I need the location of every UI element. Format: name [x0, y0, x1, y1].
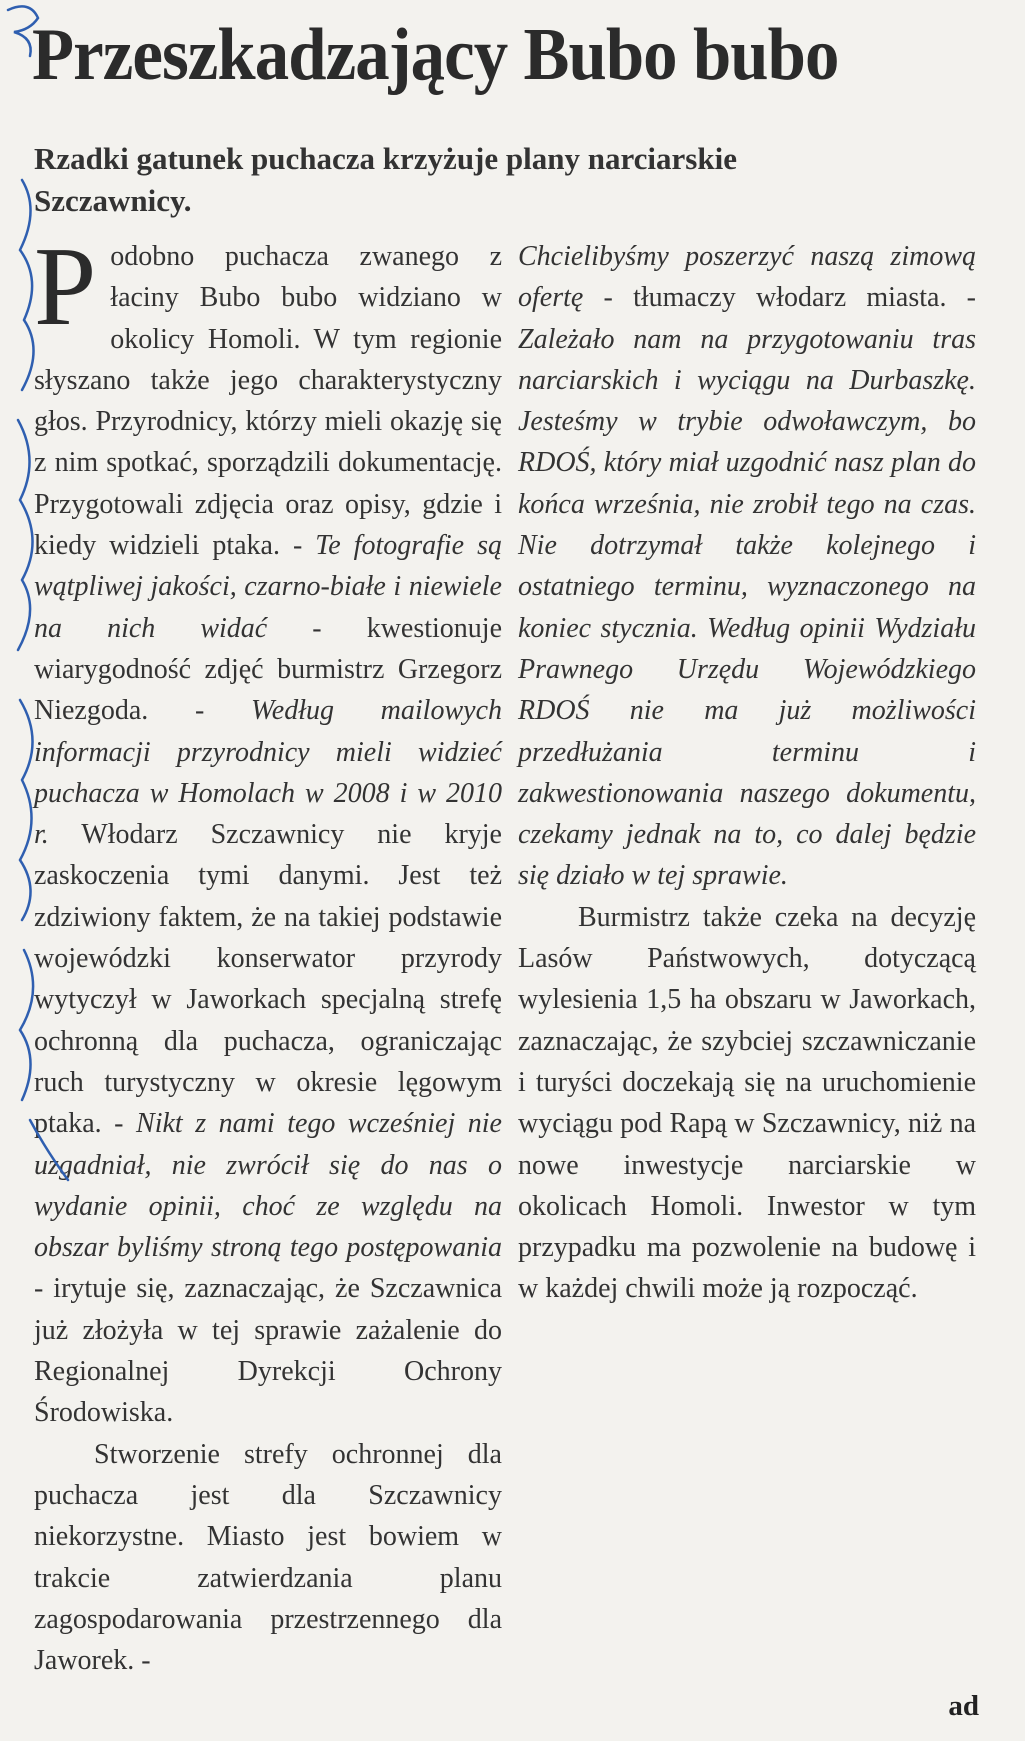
- paragraph-1: [34, 225, 503, 1434]
- text-run: odobno puchacza zwanego z łaciny Bubo bubo widziano w okolicy Homoli. W tym regionie słyszano także jego charakterystyczny głos. Przyrodnicy, którzy mieli okazję się z nim spotkać, sporządzili dokumentację. Przygotowali zdjęcia oraz opisy, gdzie i kiedy widzieli ptaka. -: [34, 241, 502, 562]
- author-signature: ad: [948, 1690, 979, 1722]
- text-run: - irytuje się, zaznaczając, że Szczawnica już złożyła w tej sprawie zażalenie do Regionalnej Dyrekcji Ochrony Środowiska.: [34, 1273, 502, 1429]
- quote-run: Nikt z nami tego wcześniej nie uzgadniał, nie zwrócił się do nas o wydanie opinii, choć ze względu na obszar byliśmy stroną tego postępowania: [34, 1108, 502, 1264]
- article-headline: Przeszkadzający Bubo bubo: [32, 14, 839, 96]
- quote-run: Według mailowych informacji przyrodnicy mieli widzieć puchacza w Homolach w 2008 i w 2010 r.: [34, 695, 502, 851]
- text-run: Stworzenie strefy ochronnej dla puchacza jest dla Szczawnicy niekorzystne. Miasto jest bowiem w trakcie zatwierdzania planu zagospodarowania przestrzennego dla Jaworek. -: [34, 1438, 502, 1677]
- article-column-1: [34, 225, 503, 1681]
- quote-run: Zależało nam na przygotowaniu tras narciarskich i wyciągu na Durbaszkę. Jesteśmy w trybie odwoławczym, bo RDOŚ, który miał uzgodnić nasz plan do końca września, nie zrobił tego na czas. Nie dotrzymał także kolejnego i ostatniego terminu, wyznaczonego na koniec stycznia. Według opinii Wydziału Prawnego Urzędu Wojewódzkiego RDOŚ nie ma już możliwości przedłużania terminu i zakwestionowania naszego dokumentu, czekamy jednak na to, co dalej będzie się działo w tej sprawie.: [518, 323, 976, 892]
- article-column-2: [518, 236, 976, 1310]
- text-run: Włodarz Szczawnicy nie kryje zaskoczenia tymi danymi. Jest też zdziwiony faktem, że na takiej podstawie wojewódzki konserwator przyrody wytyczył w Jaworkach specjalną strefę ochronną dla puchacza, ograniczając ruch turystyczny w okresie lęgowym ptaka. -: [34, 819, 502, 1140]
- drop-cap: P: [34, 225, 97, 349]
- text-run: - tłumaczy włodarz miasta. -: [583, 282, 976, 314]
- article-lead: Rzadki gatunek puchacza krzyżuje plany narciarskie Szczawnicy.: [34, 141, 737, 218]
- text-run: - kwestionuje wiarygodność zdjęć burmistrz Grzegorz Niezgoda. -: [34, 612, 503, 727]
- text-run: Burmistrz także czeka na decyzję Lasów Państwowych, dotyczącą wylesienia 1,5 ha obszaru w Jaworkach, zaznaczając, że szybciej szczawniczanie i turyści doczekają się na uruchomienie wyciągu pod Rapą w Szczawnicy, niż na nowe inwestycje narciarskie w okolicach Homoli. Inwestor w tym przypadku ma pozwolenie na budowę i w każdej chwili może ją rozpocząć.: [518, 901, 976, 1305]
- paragraph-2: [34, 1434, 502, 1682]
- quote-run: Chcielibyśmy poszerzyć naszą zimową ofertę: [518, 241, 976, 314]
- quote-run: Te fotografie są wątpliwej jakości, czarno-białe i niewiele na nich widać: [34, 530, 502, 644]
- paragraph-3: [518, 897, 976, 1310]
- paragraph-2-continued: [518, 236, 976, 897]
